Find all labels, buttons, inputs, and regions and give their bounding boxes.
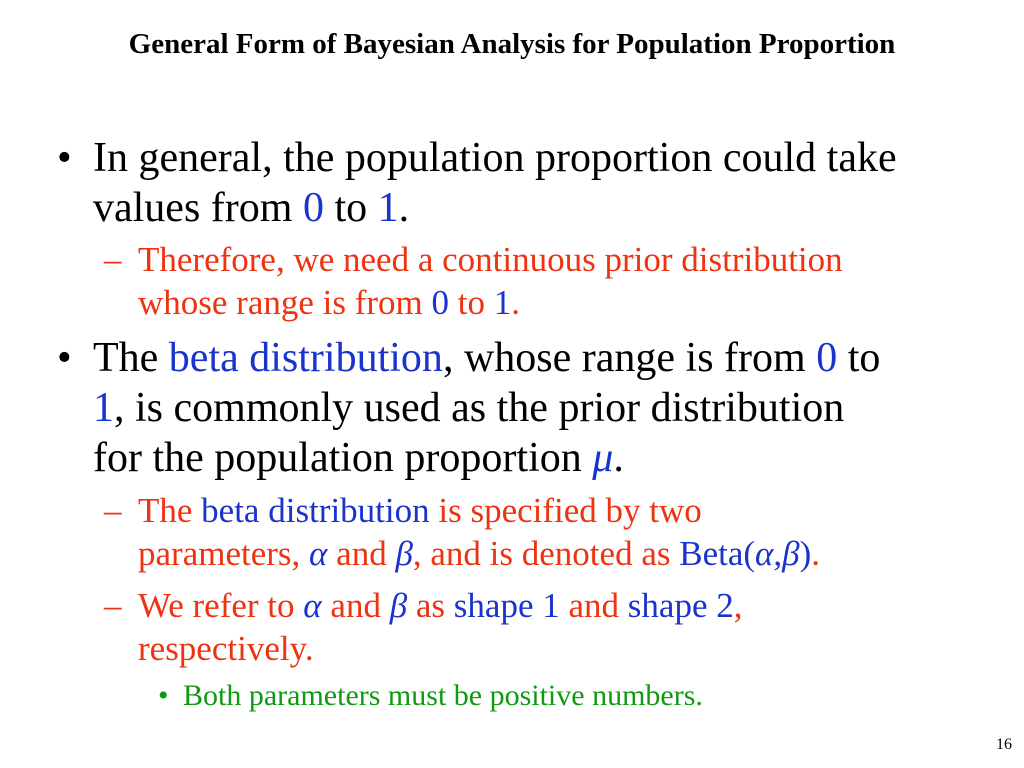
sub-bullet-2-2-line-1	[138, 584, 998, 627]
beta-notation: )	[799, 534, 812, 573]
sub-bullet-1-text: whose range is from	[138, 283, 432, 322]
sub-bullet-dash: –	[104, 491, 122, 530]
sub-bullet-2-1-text: is specified by two	[429, 491, 702, 530]
shape-1-term: shape 1	[453, 586, 560, 625]
bullet-marker: •	[57, 135, 72, 181]
alpha-symbol: α	[755, 534, 774, 573]
page-number: 16	[996, 736, 1012, 753]
sub-bullet-2-1-text: .	[811, 534, 820, 573]
beta-distribution-term: beta distribution	[201, 491, 430, 530]
bullet-1-text: to	[323, 185, 378, 231]
sub-bullet-dash: –	[104, 240, 122, 279]
sub-bullet-2-2-text: ,	[733, 586, 743, 625]
bullet-2-text: , is commonly used as the prior distribution	[114, 385, 845, 431]
sub-bullet-2-1-line-1	[138, 489, 998, 532]
shape-2-term: shape 2	[627, 586, 734, 625]
bullet-2-text: .	[613, 435, 624, 481]
sub-bullet-2-1-text: , and is denoted as	[412, 534, 680, 573]
sub-bullet-2-2-text: We refer to	[138, 586, 304, 625]
beta-symbol: β	[389, 586, 408, 625]
value-one: 1	[93, 385, 114, 431]
sub-bullet-1-line-1	[138, 238, 998, 281]
mu-symbol: μ	[592, 435, 614, 481]
sub-bullet-1-line-2	[138, 281, 998, 324]
value-one: 1	[377, 185, 399, 231]
sub-bullet-1-text: to	[449, 283, 494, 322]
slide-title: General Form of Bayesian Analysis for Population Proportion	[128, 28, 896, 60]
beta-symbol: β	[395, 534, 413, 573]
sub-bullet-2-1-text: parameters,	[138, 534, 310, 573]
sub-bullet-dash: –	[104, 586, 122, 625]
sub-sub-bullet-marker: •	[158, 679, 169, 712]
bullet-2-text: , whose range is from	[442, 335, 817, 381]
sub-bullet-2-2-text: as	[407, 586, 454, 625]
bullet-2-line-2	[93, 383, 983, 433]
sub-sub-bullet-line-1	[183, 677, 983, 715]
bullet-1-text: .	[398, 185, 410, 231]
value-zero: 0	[431, 283, 450, 322]
bullet-1-text: values from	[93, 185, 303, 231]
sub-bullet-2-1-text: The	[138, 491, 202, 530]
sub-bullet-2-2-line-2	[138, 627, 998, 670]
alpha-symbol: α	[309, 534, 328, 573]
beta-notation: Beta(	[679, 534, 756, 573]
bullet-2-text: to	[837, 335, 881, 381]
bullet-2-text: The	[93, 335, 169, 381]
sub-bullet-1-text: Therefore, we need a continuous prior distribution	[138, 240, 843, 279]
beta-distribution-term: beta distribution	[168, 335, 443, 381]
beta-symbol: β	[782, 534, 800, 573]
sub-bullet-2-2-text: and	[559, 586, 628, 625]
bullet-2-line-1	[93, 333, 983, 383]
alpha-symbol: α	[303, 586, 322, 625]
bullet-2-line-3	[93, 433, 983, 483]
value-zero: 0	[302, 185, 324, 231]
beta-notation: ,	[773, 534, 783, 573]
bullet-1-line-2	[93, 183, 983, 233]
sub-bullet-2-1-line-2	[138, 532, 998, 575]
bullet-marker: •	[57, 335, 72, 381]
bullet-2-text: for the population proportion	[93, 435, 593, 481]
bullet-1-text: In general, the population proportion could take	[93, 135, 897, 181]
sub-bullet-2-1-text: and	[327, 534, 396, 573]
value-one: 1	[493, 283, 512, 322]
sub-bullet-1-text: .	[511, 283, 521, 322]
bullet-1-line-1	[93, 133, 983, 183]
value-zero: 0	[816, 335, 838, 381]
sub-bullet-2-2-text: respectively.	[138, 629, 314, 668]
sub-sub-bullet-text: Both parameters must be positive numbers.	[183, 679, 703, 712]
sub-bullet-2-2-text: and	[321, 586, 390, 625]
